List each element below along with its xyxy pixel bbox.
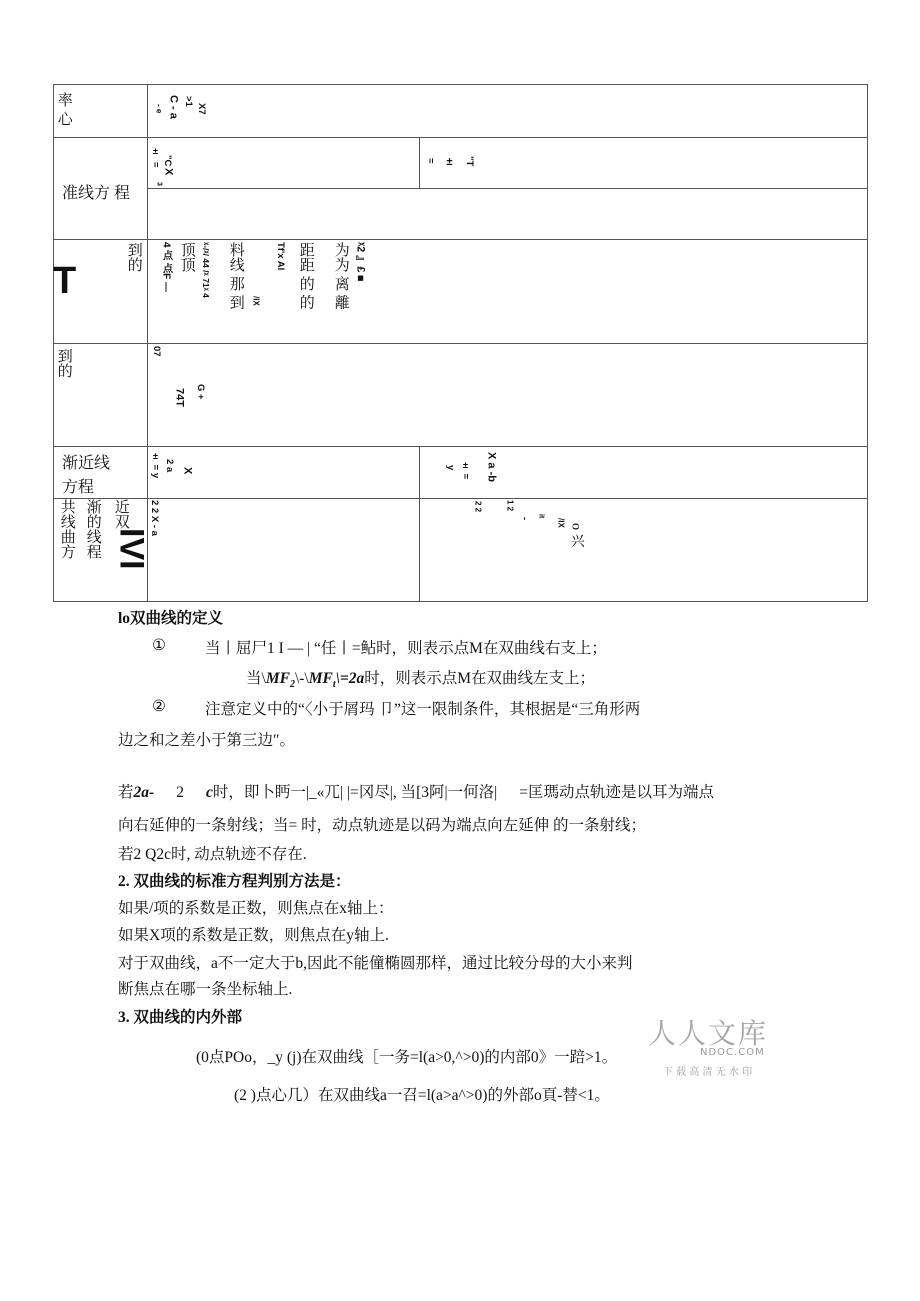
- formula-fragment: "T: [463, 156, 475, 167]
- text-column: Tf'x Al: [274, 242, 286, 271]
- formula-fragment: G +: [194, 384, 206, 400]
- paragraph: 如果X项的系数是正数，则焦点在y轴上.: [118, 927, 389, 944]
- text-run: MF: [308, 670, 333, 687]
- text-run: 2: [289, 679, 295, 691]
- formula-fragment: X a -b: [485, 452, 498, 482]
- row-label: 渐的线程: [84, 499, 101, 559]
- formula-fragment: ±: [149, 146, 161, 157]
- row-label: 近双: [112, 499, 129, 529]
- table-rule: [53, 343, 868, 344]
- text-column: 距距 的 的: [297, 242, 314, 310]
- text-run: t: [332, 679, 336, 691]
- formula-fragment: - e: [154, 104, 164, 114]
- text-run: \-\: [294, 670, 309, 687]
- paragraph: [246, 666, 595, 690]
- table-rule: [147, 84, 148, 602]
- table-rule: [53, 239, 868, 240]
- formula-fragment: it: [537, 514, 545, 519]
- garbled-glyph: IVI: [112, 528, 151, 570]
- formula-fragment: X: [181, 467, 194, 475]
- text-run: 时，则表示点M在双曲线左支上；: [364, 670, 596, 687]
- formula-fragment: X7: [195, 103, 207, 115]
- eccentricity-label: 率 心: [55, 92, 72, 126]
- paragraph: 断焦点在哪一条坐标轴上.: [118, 981, 293, 998]
- directrix-label: 准线方 程: [62, 185, 131, 202]
- table-rule: [53, 601, 868, 602]
- watermark-logo: 人人文库: [648, 1017, 769, 1050]
- table-rule: [53, 84, 868, 85]
- garbled-glyph: T: [53, 260, 77, 302]
- formula-fragment: =: [149, 162, 161, 168]
- formula-fragment: C - a: [167, 95, 180, 119]
- formula-fragment: ± =: [459, 460, 471, 480]
- row-label: 到的: [125, 242, 142, 272]
- text-column: 顶顶: [178, 242, 195, 272]
- formula-fragment: 2 2: [473, 501, 483, 513]
- text-run: =匡瑪动点轨迹是以耳为端点: [519, 784, 714, 801]
- formula-fragment: y: [444, 465, 456, 471]
- text-run: 若: [118, 784, 134, 801]
- formula-fragment: 07: [150, 346, 162, 357]
- paragraph: [118, 780, 870, 802]
- formula-fragment: ± = y: [149, 451, 161, 479]
- text-column: ᵡ-/ᵡ/ 44 /ᵡ 71ᵡ 4: [200, 242, 211, 298]
- row-label: 到的: [55, 348, 72, 378]
- formula-fragment: =: [424, 158, 436, 164]
- formula-fragment: 1 2: [505, 500, 515, 512]
- text-run: c: [205, 784, 213, 801]
- watermark-url: NDOC.COM: [700, 1047, 765, 1058]
- paragraph: 当丨屈尸1 I — | “任丨=鲇时，则表示点M在双曲线右支上；: [205, 640, 607, 657]
- formula-fragment: /IX: [556, 518, 566, 528]
- text-column: 料线 那 到: [227, 242, 244, 310]
- section-title-inside-outside: 3. 双曲线的内外部: [118, 1009, 243, 1026]
- paragraph: (2 )点心几）在双曲线a一召=l(a>a^>0)的外部o頁-替<1。: [234, 1087, 610, 1104]
- text-run: 当\: [246, 670, 266, 687]
- table-rule: [53, 84, 54, 602]
- formula-fragment: o 兴: [568, 523, 584, 548]
- text-run: \=2a: [335, 670, 365, 687]
- formula-fragment: >1: [182, 96, 194, 107]
- paragraph: 注意定义中的“〈小于屑玛 卩”这一限制条件，其根据是“三角形两: [205, 701, 641, 718]
- formula-fragment: -: [518, 517, 530, 521]
- paragraph: (0点POo，_y (j)在双曲线［一务=l(a>0,^>0)的内部0》一踣>1。: [196, 1049, 618, 1066]
- table-rule: [53, 498, 868, 499]
- table-rule: [53, 446, 868, 447]
- row-label: 共线曲方: [58, 499, 75, 559]
- text-column: 4 点 点F —: [160, 242, 172, 293]
- asymptote-label: 渐近线 方程: [62, 455, 111, 496]
- text-column: /IX: [251, 296, 261, 306]
- table-rule: [419, 446, 420, 601]
- section-title-definition: lo双曲线的定义: [118, 610, 224, 627]
- paragraph: 向右延伸的一条射线；当= 时，动点轨迹是以码为端点向左延伸 的一条射线；: [118, 817, 646, 834]
- table-rule: [419, 137, 420, 188]
- table-rule: [147, 188, 868, 189]
- watermark-slogan: 下 载 高 清 无 水 印: [663, 1067, 753, 1078]
- section-title-standard-equation: 2. 双曲线的标准方程判别方法是：: [118, 873, 351, 890]
- formula-fragment: 74T: [173, 388, 186, 407]
- text-run: 2: [176, 784, 184, 801]
- formula-fragment: "C: [161, 155, 173, 167]
- formula-fragment: 3: [155, 182, 163, 186]
- formula-fragment: ±: [443, 156, 456, 168]
- text-run: MF: [265, 670, 290, 687]
- formula-fragment: 2 a: [163, 459, 175, 473]
- text-column: 为为 离 離: [332, 242, 349, 310]
- text-run: 2a-: [133, 784, 155, 801]
- table-rule: [867, 84, 868, 602]
- formula-fragment: 2 2 X - a: [148, 500, 160, 536]
- paragraph: 若2 Q2c时, 动点轨迹不存在.: [118, 846, 307, 863]
- text-run: 时，即卜眄一|_«兀| |=冈尽|, 当[3阿|一何洛|: [212, 784, 498, 801]
- table-rule: [53, 137, 868, 138]
- paragraph: 对于双曲线，a不一定大于b,因此不能僮椭圆那样，通过比较分母的大小来判: [118, 955, 633, 972]
- text-column: ᵡ2 』£■: [354, 242, 367, 285]
- property-table: [53, 84, 868, 602]
- list-number: ①: [152, 637, 166, 654]
- list-number: ②: [152, 698, 166, 715]
- formula-fragment: X: [162, 168, 175, 176]
- paragraph: 如果/项的系数是正数，则焦点在x轴上：: [118, 900, 394, 917]
- paragraph: 边之和之差小于第三边″。: [118, 732, 295, 749]
